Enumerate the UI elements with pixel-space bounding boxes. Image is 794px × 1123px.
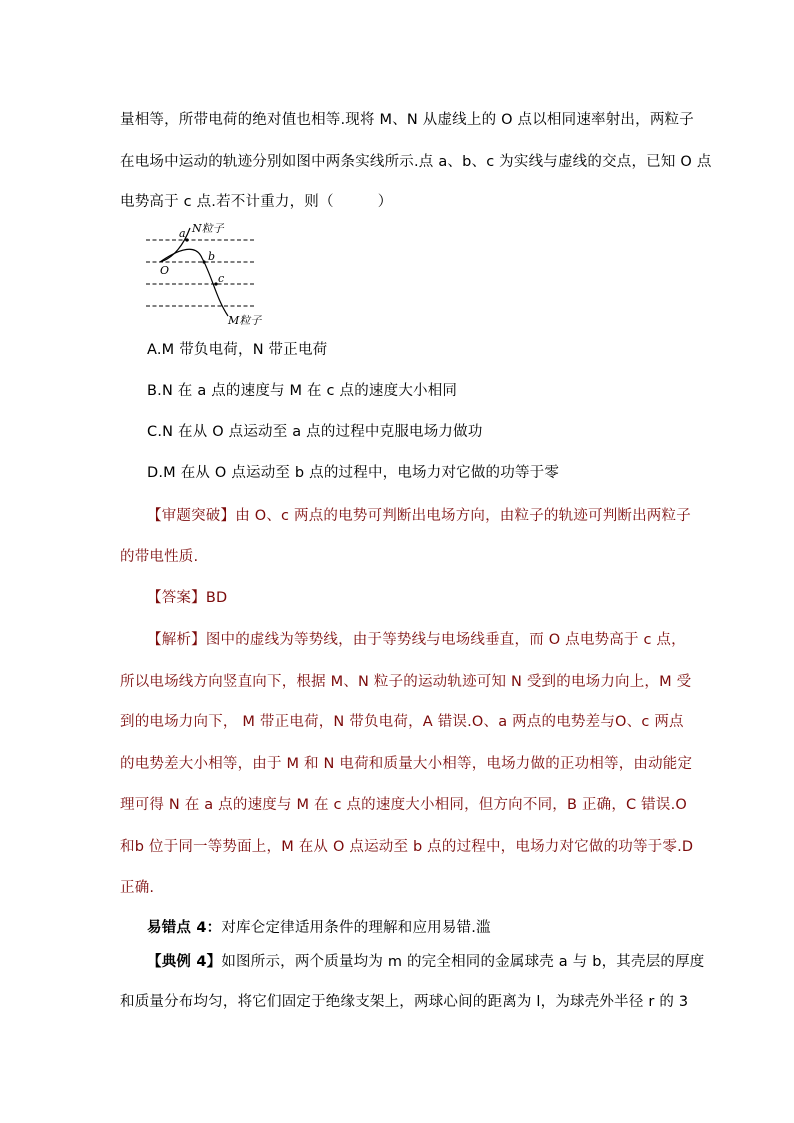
option-d: D.M 在从 O 点运动至 b 点的过程中，电场力对它做的功等于零 bbox=[147, 465, 560, 481]
tip-text-line-1: 由 O、c 两点的电势可判断出电场方向，由粒子的轨迹可判断出两粒子 bbox=[235, 508, 691, 524]
tip-text-line-2: 的带电性质. bbox=[120, 549, 199, 565]
answer-value: BD bbox=[205, 590, 228, 606]
point-a-dot bbox=[185, 238, 188, 241]
answer-label: 【答案】 bbox=[147, 590, 206, 606]
label-n-particle: N粒子 bbox=[192, 222, 224, 235]
label-a: a bbox=[179, 227, 186, 240]
example-label: 【典例 4】 bbox=[147, 954, 222, 970]
analysis-line-6: 和b 位于同一等势面上，M 在从 O 点运动至 b 点的过程中，电场力对它做的功等于零.D bbox=[120, 839, 694, 855]
option-c: C.N 在从 O 点运动至 a 点的过程中克服电场力做功 bbox=[147, 424, 483, 440]
label-o: O bbox=[160, 264, 170, 277]
example-line-2: 和质量分布均匀，将它们固定于绝缘支架上，两球心间的距离为 l，为球壳外半径 r 的 3 bbox=[120, 994, 689, 1010]
question-line-2: 在电场中运动的轨迹分别如图中两条实线所示.点 a、b、c 为实线与虚线的交点，已知 O 点 bbox=[120, 154, 712, 170]
answer-line bbox=[147, 586, 227, 607]
analysis-line-1 bbox=[147, 628, 686, 649]
label-m-particle: M粒子 bbox=[228, 314, 262, 327]
option-a: A.M 带负电荷，N 带正电荷 bbox=[147, 342, 328, 358]
analysis-line-3: 到的电场力向下， M 带正电荷，N 带负电荷，A 错误.O、a 两点的电势差与O、c 两点 bbox=[120, 714, 684, 730]
analysis-line-5: 理可得 N 在 a 点的速度与 M 在 c 点的速度大小相同，但方向不同，B 正确，C 错误.O bbox=[120, 797, 687, 813]
section-heading bbox=[147, 916, 491, 937]
example-line-1 bbox=[147, 950, 705, 971]
analysis-line-7: 正确. bbox=[120, 880, 155, 896]
question-line-1: 量相等，所带电荷的绝对值也相等.现将 M、N 从虚线上的 O 点以相同速率射出，两粒子 bbox=[120, 112, 694, 128]
analysis-label: 【解析】 bbox=[147, 632, 206, 648]
section-label: 易错点 4： bbox=[147, 920, 222, 936]
example-text-line-1: 如图所示，两个质量均为 m 的完全相同的金属球壳 a 与 b，其壳层的厚度 bbox=[221, 954, 705, 970]
tip-paragraph-line-1 bbox=[147, 504, 691, 525]
analysis-text-line-1: 图中的虚线为等势线，由于等势线与电场线垂直，而 O 点电势高于 c 点， bbox=[205, 632, 686, 648]
label-b: b bbox=[208, 250, 216, 263]
trajectory-figure bbox=[142, 218, 277, 330]
section-text: 对库仑定律适用条件的理解和应用易错.滥 bbox=[221, 920, 491, 936]
analysis-line-2: 所以电场线方向竖直向下，根据 M、N 粒子的运动轨迹可知 N 受到的电场力向上，M 受 bbox=[120, 674, 692, 690]
question-line-3: 电势高于 c 点.若不计重力，则（ ） bbox=[120, 194, 393, 210]
analysis-line-4: 的电势差大小相等，由于 M 和 N 电荷和质量大小相等，电场力做的正功相等，由动能定 bbox=[120, 756, 693, 772]
option-b: B.N 在 a 点的速度与 M 在 c 点的速度大小相同 bbox=[147, 383, 458, 399]
point-b-dot bbox=[202, 260, 205, 263]
tip-label: 【审题突破】 bbox=[147, 508, 236, 524]
label-c: c bbox=[218, 272, 225, 285]
